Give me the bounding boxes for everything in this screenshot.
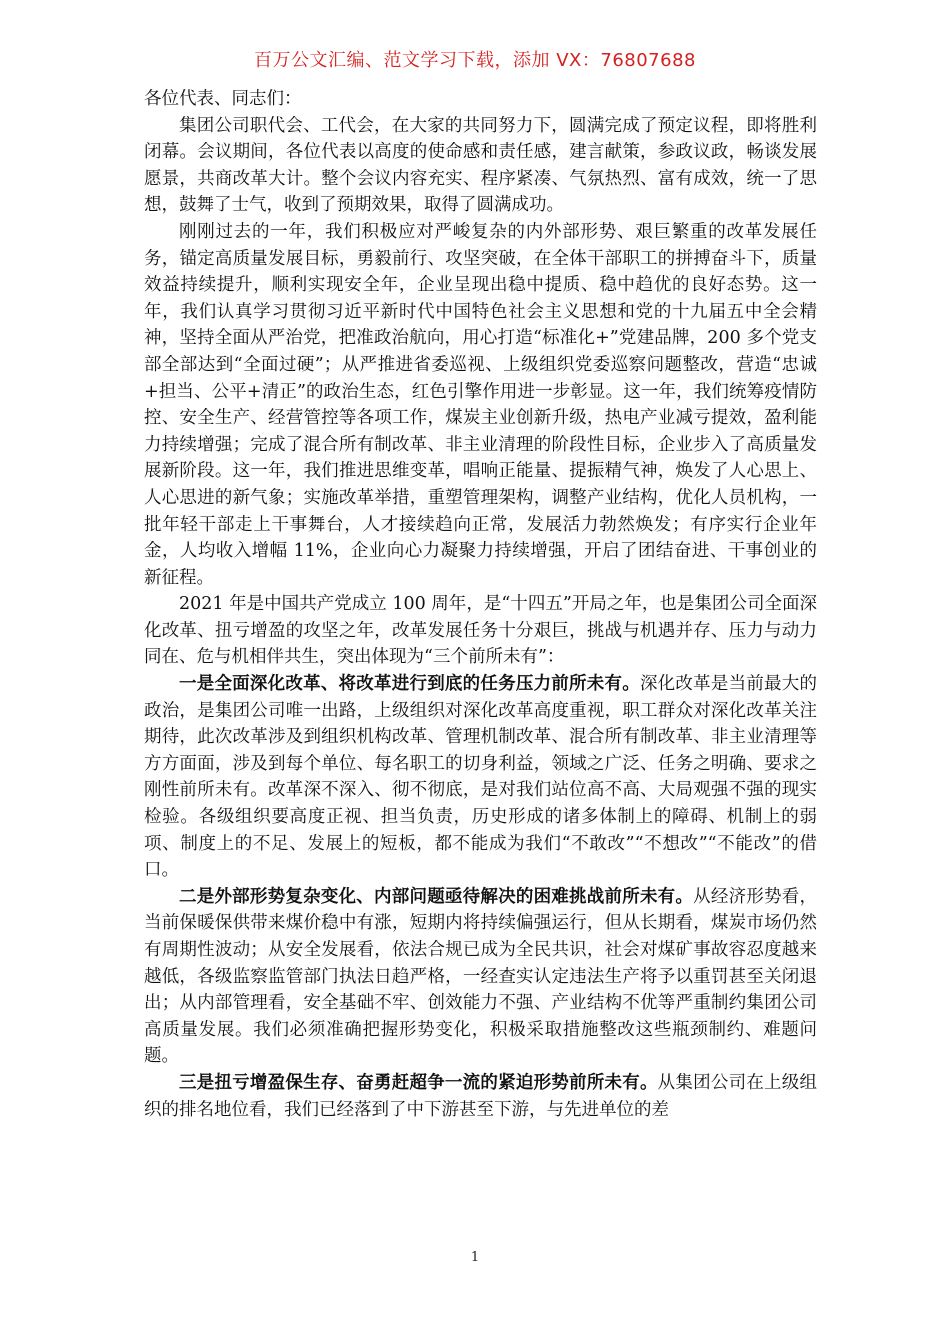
paragraph-text: 深化改革是当前最大的政治，是集团公司唯一出路，上级组织对深化改革高度重视，职工群众对深化改革关注期待，此次改革涉及到组织机构改革、管理机制改革、混合所有制改革、非主业清理等方方面面，涉及到每个单位、每名职工的切身利益，领域之广泛、任务之明确、要求之刚性前所未有。改革深不深入、彻不彻底，是对我们站位高不高、大局观强不强的现实检验。各级组织要高度正视、担当负责，历史形成的诸多体制上的障碍、机制上的弱项、制度上的不足、发展上的短板，都不能成为我们“不敢改”“不想改”“不能改”的借口。 bbox=[144, 674, 818, 881]
header-watermark: 百万公文汇编、范文学习下载，添加 VX：76807688 bbox=[254, 50, 696, 71]
paragraph-point-two bbox=[144, 884, 817, 1070]
paragraph-meeting-summary bbox=[144, 113, 817, 219]
paragraph-point-one bbox=[144, 671, 817, 884]
paragraph-heading: 二是外部形势复杂变化、内部问题亟待解决的困难挑战前所未有。 bbox=[179, 886, 694, 907]
paragraph-text: 刚刚过去的一年，我们积极应对严峻复杂的内外部形势、艰巨繁重的改革发展任务，锚定高质量发展目标，勇毅前行、攻坚突破，在全体干部职工的拼搏奋斗下，质量效益持续提升，顺利实现安全年，企业呈现出稳中提质、稳中趋优的良好态势。这一年，我们认真学习贯彻习近平新时代中国特色社会主义思想和党的十九届五中全会精神，坚持全面从严治党，把准政治航向，用心打造“标准化+”党建品牌，200 多个党支部全部达到“全面过硬”；从严推进省委巡视、上级组织党委巡察问题整改，营造“忠诚+担当、公平+清正”的政治生态，红色引擎作用进一步彰显。这一年，我们统筹疫情防控、安全生产、经营管控等各项工作，煤炭主业创新升级，热电产业减亏提效，盈利能力持续增强；完成了混合所有制改革、非主业清理的阶段性目标，企业步入了高质量发展新阶段。这一年，我们推进思维变革，唱响正能量、提振精气神，焕发了人心思上、人心思进的新气象；实施改革举措，重塑管理架构，调整产业结构，优化人员机构，一批年轻干部走上干事舞台，人才接续趋向正常，发展活力勃然焕发；有序实行企业年金，人均收入增幅 11%，企业向心力凝聚力持续增强，开启了团结奋进、干事创业的新征程。 bbox=[144, 221, 817, 588]
paragraph-heading: 三是扭亏增盈保生存、奋勇赶超争一流的紧迫形势前所未有。 bbox=[179, 1072, 658, 1093]
paragraph-text: 从集团公司在上级组织的排名地位看，我们已经落到了中下游甚至下游，与先进单位的差 bbox=[144, 1072, 818, 1120]
paragraph-text: 从经济形势看，当前保暖保供带来煤价稳中有涨，短期内将持续偏强运行，但从长期看，煤炭市场仍然有周期性波动；从安全发展看，依法合规已成为全民共识，社会对煤矿事故容忍度越来越低，各级监察监管部门执法日趋严格，一经查实认定违法生产将予以重罚甚至关闭退出；从内部管理看，安全基础不牢、创效能力不强、产业结构不优等严重制约集团公司高质量发展。我们必须准确把握形势变化，积极采取措施整改这些瓶颈制约、难题问题。 bbox=[144, 886, 818, 1067]
paragraph-text: 集团公司职代会、工代会，在大家的共同努力下，圆满完成了预定议程，即将胜利闭幕。会议期间，各位代表以高度的使命感和责任感，建言献策，参政议政，畅谈发展愿景，共商改革大计。整个会议内容充实、程序紧凑、气氛热烈、富有成效，统一了思想，鼓舞了士气，收到了预期效果，取得了圆满成功。 bbox=[144, 115, 817, 216]
salutation: 各位代表、同志们： bbox=[144, 89, 302, 109]
page-number: 1 bbox=[470, 1250, 480, 1265]
paragraph-heading: 一是全面深化改革、将改革进行到底的任务压力前所未有。 bbox=[179, 674, 640, 695]
paragraph-past-year bbox=[144, 219, 817, 591]
document-body bbox=[144, 86, 817, 1123]
paragraph-text: 2021 年是中国共产党成立 100 周年，是“十四五”开局之年，也是集团公司全面深化改革、扭亏增盈的攻坚之年，改革发展任务十分艰巨，挑战与机遇并存、压力与动力同在、危与机相伴共生，突出体现为“三个前所未有”： bbox=[144, 594, 817, 668]
paragraph-2021-overview bbox=[144, 591, 817, 671]
paragraph-point-three bbox=[144, 1070, 817, 1123]
